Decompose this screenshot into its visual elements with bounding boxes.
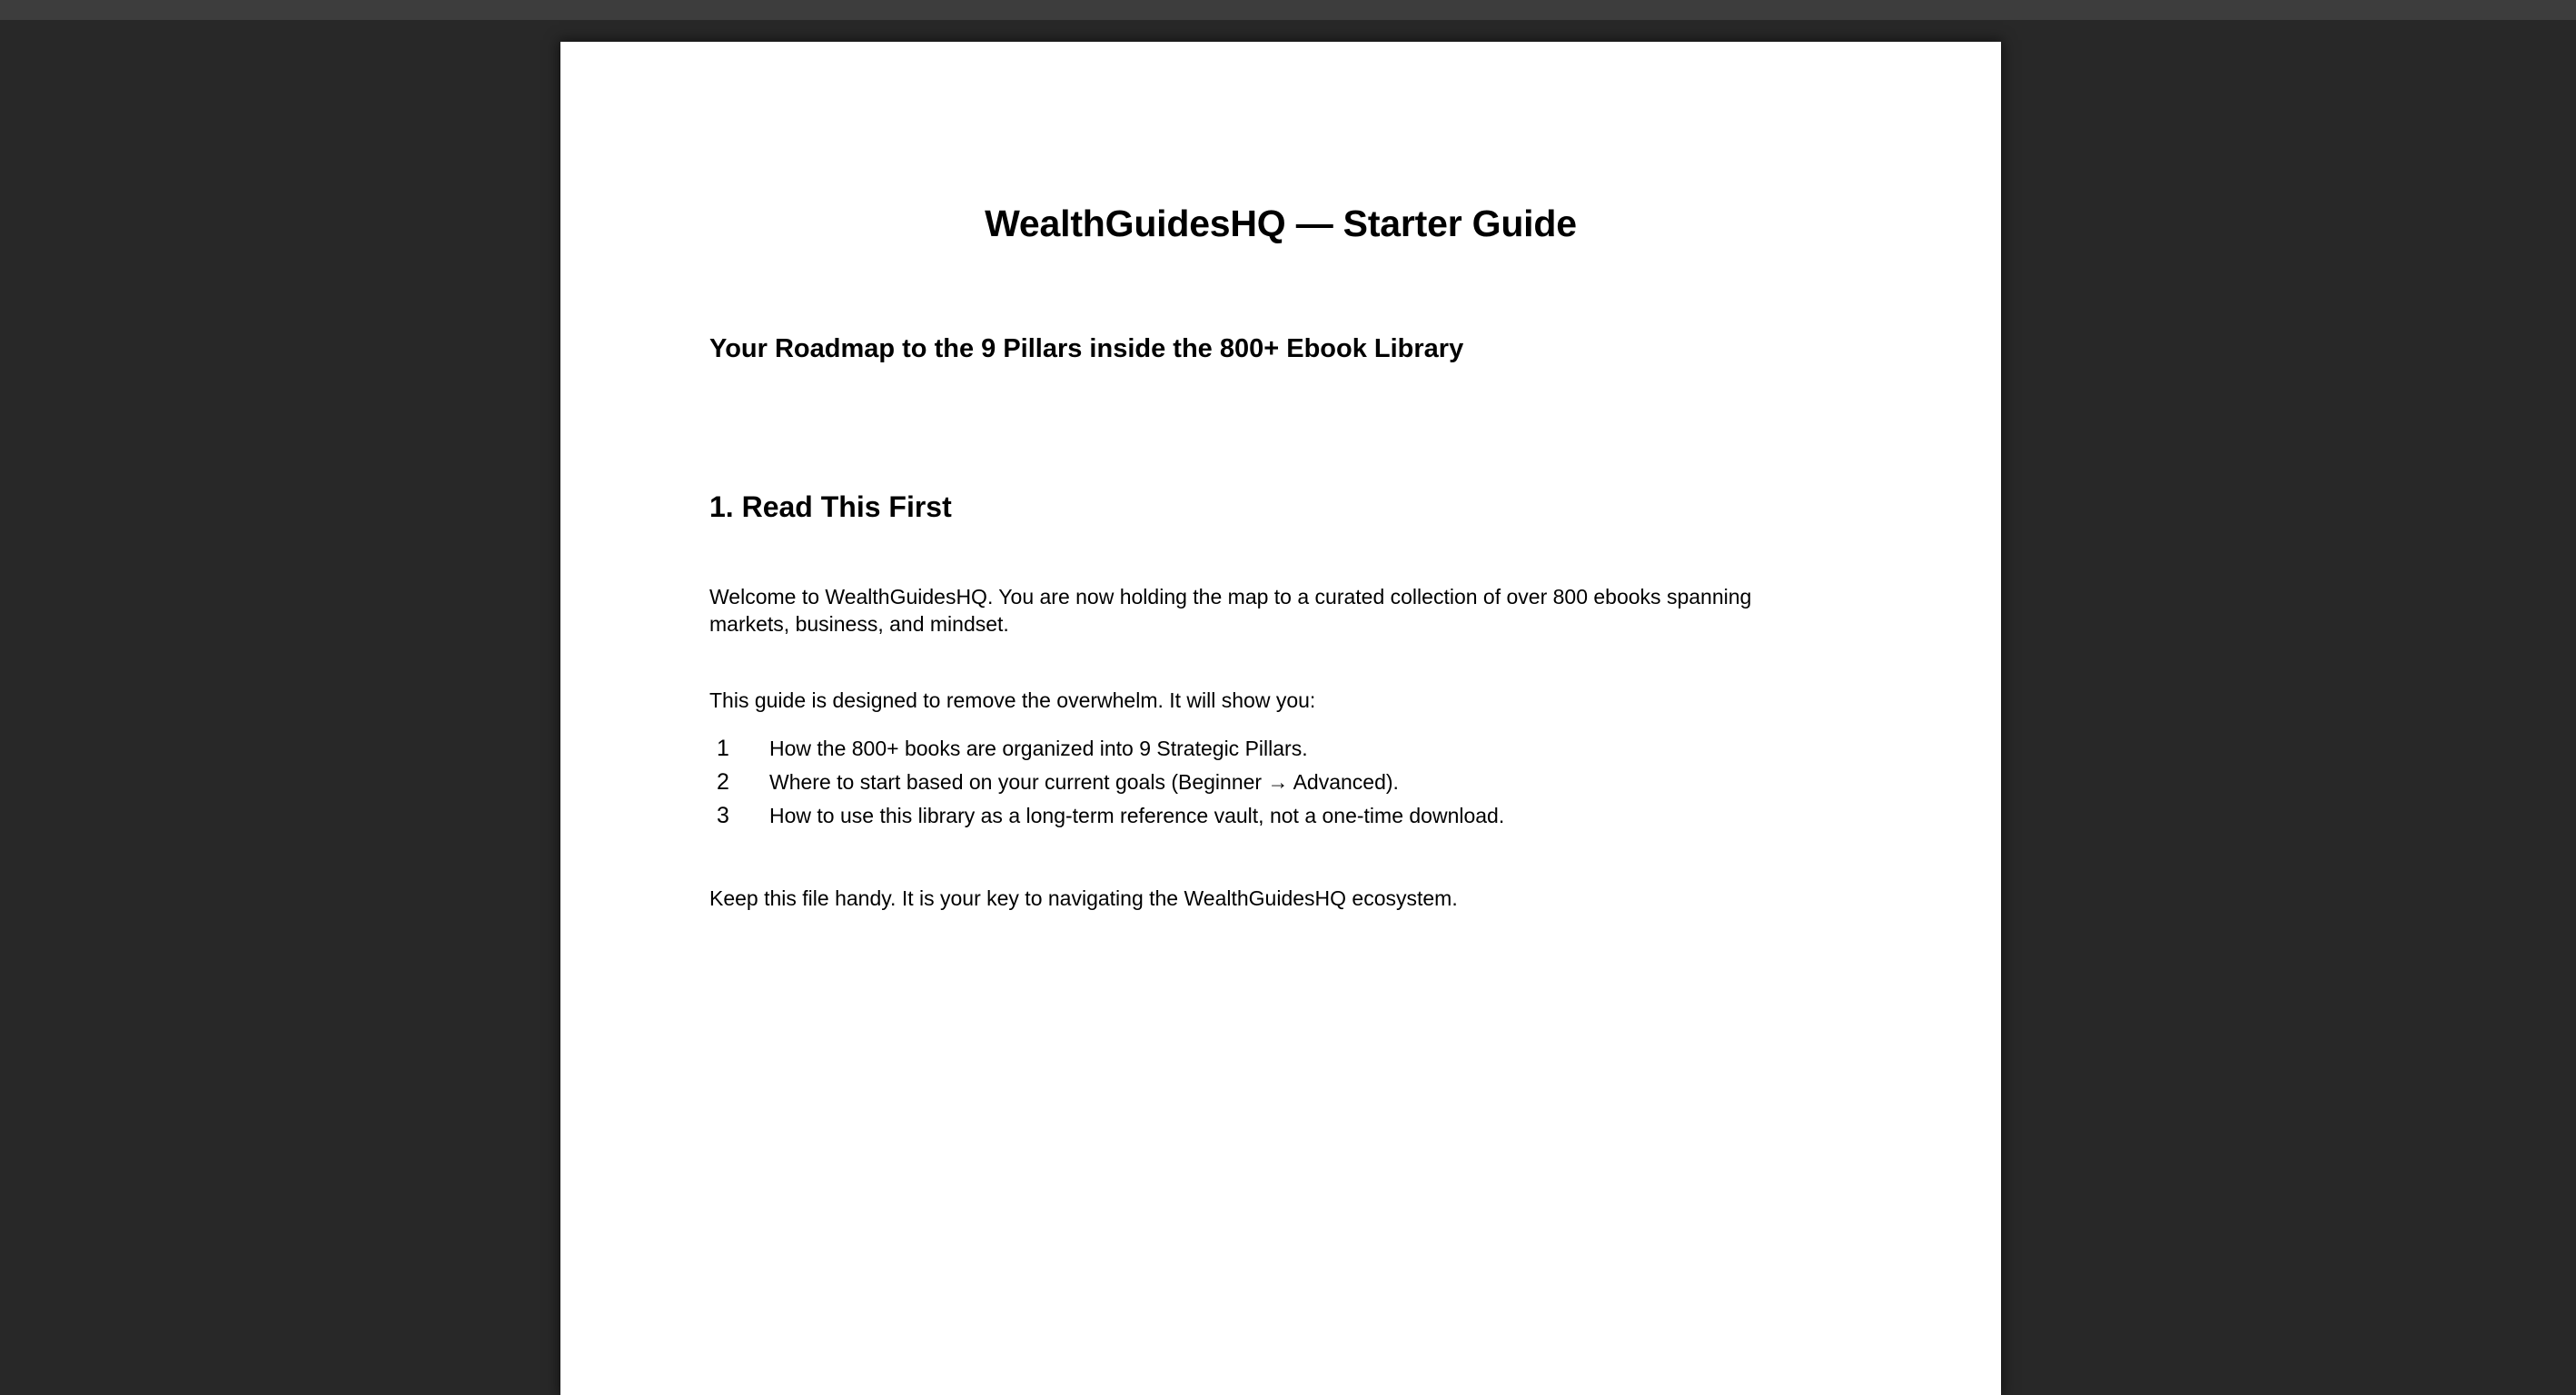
viewer-top-bar — [0, 0, 2576, 20]
document-title: WealthGuidesHQ — Starter Guide — [985, 203, 1577, 244]
list-marker: 3 — [717, 803, 729, 828]
intro-ordered-list — [709, 732, 1890, 833]
document-subtitle: Your Roadmap to the 9 Pillars inside the 800+ Ebook Library — [709, 334, 1464, 363]
list-marker: 1 — [717, 736, 729, 761]
list-item — [709, 766, 1890, 799]
list-item-text: Where to start based on your current goals (Beginner → Advanced). — [769, 770, 1399, 794]
paragraph-keep-file-handy: Keep this file handy. It is your key to navigating the WealthGuidesHQ ecosystem. — [709, 886, 1458, 910]
list-item — [709, 799, 1890, 833]
list-item-text: How the 800+ books are organized into 9 Strategic Pillars. — [769, 737, 1308, 760]
document-page — [560, 42, 2001, 1395]
section-heading-read-this-first: 1. Read This First — [709, 490, 952, 523]
document-viewer-canvas[interactable] — [0, 20, 2576, 1375]
paragraph-welcome: Welcome to WealthGuidesHQ. You are now holding the map to a curated collection of over 800 ebooks spanning markets, business, and mindset. — [709, 585, 1752, 636]
paragraph-guide-intro: This guide is designed to remove the overwhelm. It will show you: — [709, 688, 1316, 712]
list-item-text: How to use this library as a long-term reference vault, not a one-time download. — [769, 804, 1505, 827]
list-marker: 2 — [717, 769, 729, 795]
list-item — [709, 732, 1890, 766]
